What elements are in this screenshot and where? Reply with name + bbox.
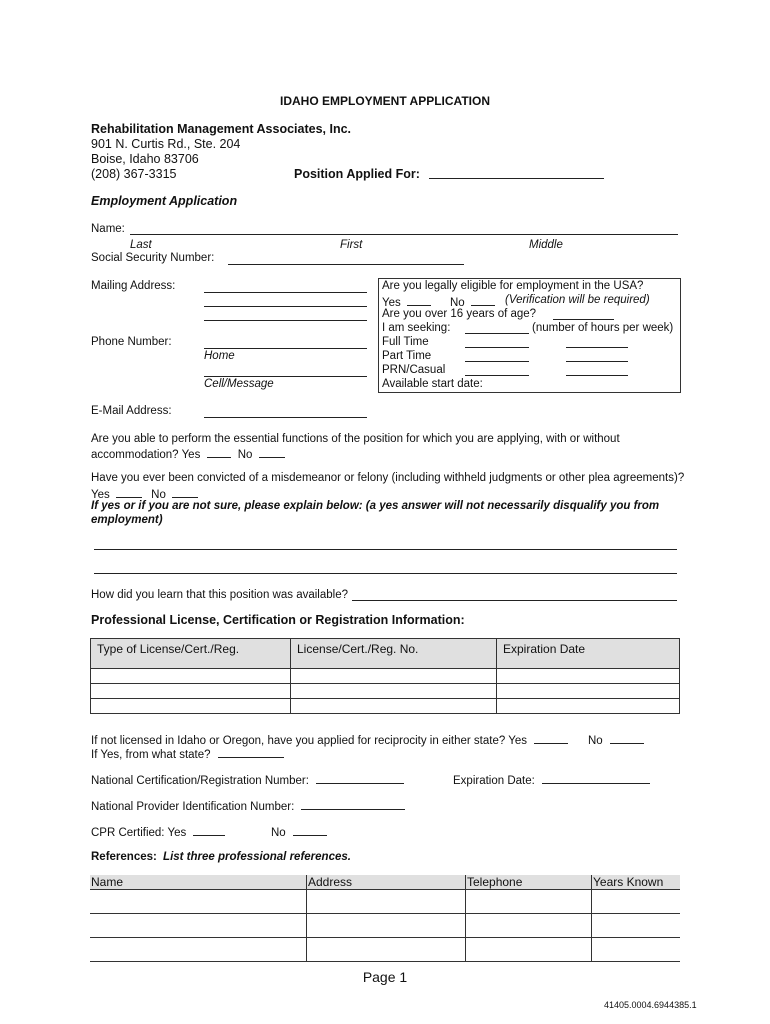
explain-note-line-2: employment) (91, 514, 163, 526)
reciprocity-yes-input[interactable] (534, 732, 568, 744)
license-cell[interactable] (291, 684, 497, 699)
reference-cell[interactable] (307, 938, 466, 962)
company-name: Rehabilitation Management Associates, Inc. (91, 122, 352, 136)
license-header-type: Type of License/Cert./Reg. (91, 639, 291, 669)
seeking-input[interactable] (465, 333, 529, 334)
license-section-heading: Professional License, Certification or Registration Information: (91, 613, 465, 627)
employment-section-heading: Employment Application (91, 194, 238, 208)
reciprocity-no-input[interactable] (610, 732, 644, 744)
npi-label: National Provider Identification Number: (91, 801, 295, 813)
name-first-caption: First (340, 239, 363, 251)
part-time-label: Part Time (382, 350, 432, 362)
essential-yes-input[interactable] (207, 446, 231, 458)
license-cell[interactable] (497, 684, 680, 699)
essential-no-label: No (237, 449, 253, 461)
reference-cell[interactable] (592, 938, 681, 962)
license-table (90, 638, 680, 714)
reference-cell[interactable] (592, 914, 681, 938)
reciprocity-state-label: If Yes, from what state? (91, 749, 211, 761)
references-table (90, 875, 680, 962)
license-cell[interactable] (291, 669, 497, 684)
cpr-label: CPR Certified: Yes (91, 827, 187, 839)
mailing-address-line-3[interactable] (204, 320, 367, 321)
learn-input[interactable] (352, 600, 677, 601)
name-middle-caption: Middle (529, 239, 563, 251)
learn-question: How did you learn that this position was available? (91, 589, 348, 601)
license-cell[interactable] (291, 699, 497, 714)
phone-number-label: Phone Number: (91, 336, 172, 348)
reciprocity-state-input[interactable] (218, 746, 284, 758)
prn-label: PRN/Casual (382, 364, 446, 376)
cpr-yes-input[interactable] (193, 824, 225, 836)
expiration-input[interactable] (542, 772, 650, 784)
conviction-yes-label: Yes (91, 489, 110, 501)
part-time-input-1[interactable] (465, 361, 529, 362)
cell-caption: Cell/Message (204, 378, 274, 390)
page-number: Page 1 (362, 969, 408, 985)
part-time-input-2[interactable] (566, 361, 628, 362)
reference-cell[interactable] (466, 938, 592, 962)
conviction-no-label: No (151, 489, 166, 501)
references-note: List three professional references. (163, 851, 351, 863)
license-cell[interactable] (91, 684, 291, 699)
email-input[interactable] (204, 417, 367, 418)
reference-cell[interactable] (307, 914, 466, 938)
company-address-1: 901 N. Curtis Rd., Ste. 204 (91, 137, 241, 151)
cpr-no-label: No (271, 827, 286, 839)
reference-header-address: Address (307, 875, 466, 890)
eligibility-question: Are you legally eligible for employment in the USA? (382, 280, 644, 292)
npi-input[interactable] (301, 798, 405, 810)
national-cert-input[interactable] (316, 772, 404, 784)
essential-no-input[interactable] (259, 446, 285, 458)
license-cell[interactable] (497, 699, 680, 714)
essential-question-line-2: accommodation? Yes (91, 449, 201, 461)
eligible-yes-label: Yes (382, 297, 401, 309)
cpr-no-input[interactable] (293, 824, 327, 836)
license-row (91, 669, 680, 684)
explain-note-line-1: If yes or if you are not sure, please explain below: (a yes answer will not necessarily disqualify you from (91, 500, 660, 512)
reference-cell[interactable] (307, 890, 466, 914)
license-row (91, 699, 680, 714)
reference-header-telephone: Telephone (466, 875, 592, 890)
ssn-input[interactable] (228, 264, 464, 265)
reference-cell[interactable] (90, 938, 307, 962)
reference-cell[interactable] (592, 890, 681, 914)
full-time-input-1[interactable] (465, 347, 529, 348)
license-cell[interactable] (91, 699, 291, 714)
eligible-no-input[interactable] (471, 294, 495, 306)
license-cell[interactable] (497, 669, 680, 684)
ssn-label: Social Security Number: (91, 252, 215, 264)
eligible-no-label: No (450, 297, 465, 309)
full-time-label: Full Time (382, 336, 429, 348)
home-phone-input[interactable] (204, 348, 367, 349)
page-title: IDAHO EMPLOYMENT APPLICATION (280, 94, 490, 108)
email-label: E-Mail Address: (91, 405, 172, 417)
name-label: Name: (91, 223, 125, 235)
license-header-expiration: Expiration Date (497, 639, 680, 669)
home-caption: Home (204, 350, 235, 362)
verification-note: (Verification will be required) (505, 294, 650, 306)
reference-cell[interactable] (466, 914, 592, 938)
reference-header-years: Years Known (592, 875, 681, 890)
full-time-input-2[interactable] (566, 347, 628, 348)
cell-phone-input[interactable] (204, 376, 367, 377)
company-address-2: Boise, Idaho 83706 (91, 152, 199, 166)
reference-row (90, 938, 680, 962)
mailing-address-line-2[interactable] (204, 306, 367, 307)
prn-input-1[interactable] (465, 375, 529, 376)
start-date-label: Available start date: (382, 378, 483, 390)
essential-question-line-1: Are you able to perform the essential functions of the position for which you are applying, with or without (91, 433, 620, 445)
reference-row (90, 890, 680, 914)
conviction-no-input[interactable] (172, 486, 198, 498)
references-label: References: (91, 851, 157, 863)
reference-cell[interactable] (90, 890, 307, 914)
reference-header-name: Name (90, 875, 307, 890)
license-header-number: License/Cert./Reg. No. (291, 639, 497, 669)
license-row (91, 684, 680, 699)
explain-line-2[interactable] (94, 573, 677, 574)
age-question: Are you over 16 years of age? (382, 308, 537, 320)
reference-cell[interactable] (90, 914, 307, 938)
document-id: 41405.0004.6944385.1 (604, 1000, 697, 1010)
expiration-label: Expiration Date: (453, 775, 535, 787)
reciprocity-question: If not licensed in Idaho or Oregon, have you applied for reciprocity in either state? Yes (91, 735, 527, 747)
reciprocity-no-label: No (588, 735, 603, 747)
age-input[interactable] (553, 319, 614, 320)
prn-input-2[interactable] (566, 375, 628, 376)
company-phone: (208) 367-3315 (91, 167, 177, 181)
position-label: Position Applied For: (294, 167, 420, 181)
hours-note: (number of hours per week) (532, 322, 674, 334)
position-input[interactable] (429, 178, 604, 179)
conviction-question: Have you ever been convicted of a misdemeanor or felony (including withheld judgments or other plea agreements)? (91, 472, 685, 484)
explain-line-1[interactable] (94, 549, 677, 550)
mailing-address-label: Mailing Address: (91, 280, 176, 292)
reference-row (90, 914, 680, 938)
eligible-yes-input[interactable] (407, 294, 431, 306)
national-cert-label: National Certification/Registration Number: (91, 775, 309, 787)
name-last-caption: Last (130, 239, 152, 251)
reference-cell[interactable] (466, 890, 592, 914)
name-input[interactable] (130, 234, 678, 235)
mailing-address-line-1[interactable] (204, 292, 367, 293)
license-cell[interactable] (91, 669, 291, 684)
conviction-yes-input[interactable] (116, 486, 142, 498)
seeking-label: I am seeking: (382, 322, 451, 334)
